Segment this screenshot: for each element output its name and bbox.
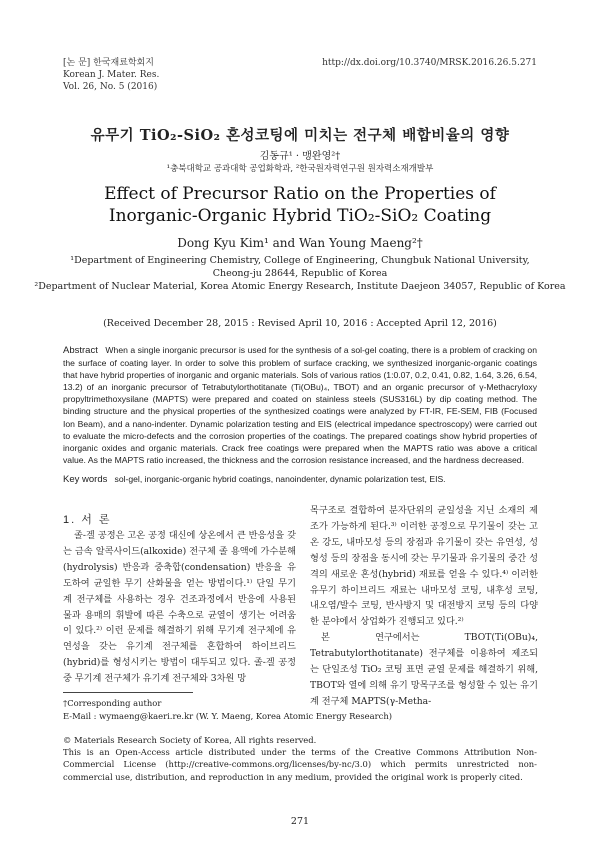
- journal-volume: Vol. 26, No. 5 (2016): [63, 82, 158, 92]
- english-title-line1: Effect of Precursor Ratio on the Properties of: [104, 184, 496, 204]
- corresponding-email: E-Mail : wymaeng@kaeri.re.kr (W. Y. Maeng, Korea Atomic Energy Research): [63, 711, 392, 721]
- page-number: 271: [290, 816, 310, 827]
- journal-name-english: Korean J. Mater. Res.: [63, 70, 160, 80]
- korean-authors: 김동규¹ · 맹완영²†: [259, 151, 341, 162]
- footnote-divider: [63, 692, 193, 693]
- corresponding-author-note: †Corresponding author: [63, 698, 162, 708]
- doi-link[interactable]: http://dx.doi.org/10.3740/MRSK.2016.26.5.271: [322, 58, 537, 68]
- abstract: [63, 344, 537, 466]
- keywords-text: sol-gel, inorganic-organic hybrid coatings, nanoindenter, dynamic polarization test, EIS.: [114, 474, 446, 484]
- intro-paragraph-2: 본 연구에서는 TBOT(Ti(OBu)₄, Tetrabutylorthotitanate) 전구체를 이용하여 제조되는 단일조성 TiO₂ 코팅 표면 균열 문제를 해결하기 위해, TBOT와 열에 의해 유기 망목구조를 형성할 수 있는 유기계 전구체 MAPTS(γ-Metha-: [310, 632, 538, 707]
- body-column-right: [310, 503, 538, 710]
- abstract-text: When a single inorganic precursor is used for the synthesis of a sol-gel coating, there is a problem of cracking on the surface of coating layer. In order to solve this problem of surface cracking, we synthesized inorganic-organic coatings that have hybrid properties of inorganic and organic materials. Sols of various ratios (1:0.07, 0.2, 0.41, 0.82, 1.64, 3.26, 6.54, 13.2) of an inorganic precursor of Tetrabutylorthotitanate (Ti(OBu)₄, TBOT) and an organic precursor of γ-Methacryloxy propyltrimethoxysilane (MAPTS) were prepared and coated on stainless steels (SUS316L) by dip coating method. The binding structure and the physical properties of the synthesized coatings were analyzed by FT-IR, FE-SEM, FIB (Focused Ion Beam), and a nano-indenter. Dynamic polarization testing and EIS (electrical impedance spectroscopy) were carried out to evaluate the micro-defects and the corrosion properties of the coatings. The prepared coatings show hybrid properties of inorganic oxides and organic materials. Crack free coatings were prepared when the MAPTS ratio was above a critical value. As the MAPTS ratio increased, the thickness and the corrosion resistance increased, and the hardness decreased.: [63, 345, 537, 465]
- intro-paragraph-1: 졸-겔 공정은 고온 공정 대신에 상온에서 큰 반응성을 갖는 금속 알콕사이드(alkoxide) 전구체 졸 용액에 가수분해(hydrolysis) 반응과 중축합(condensation) 반응을 유도하여 균일한 무기 산화물을 얻는 방법이다.¹⁾ 단일 무기계 전구체를 사용하는 경우 건조과정에서 반응에 사용된 물과 용매의 휘발에 따른 수축으로 균열이 생기는 어려움이 있다.²⁾ 이런 문제를 해결하기 위해 무기계 전구체에 유연성을 갖는 유기계 전구체를 혼합하여 하이브리드(hybrid)를 형성시키는 방법이 대두되고 있다. 졸-겔 공정 중 무기계 전구체가 유기계 전구체와 3차원 망: [63, 530, 296, 685]
- keywords: [63, 474, 537, 485]
- body-column-left: [63, 528, 296, 687]
- affiliation-1-line2: Cheong-ju 28644, Republic of Korea: [212, 268, 388, 279]
- korean-affiliations: ¹충북대학교 공과대학 공업화학과, ²한국원자력연구원 원자력소재개발부: [166, 164, 434, 174]
- intro-paragraph-1-continued: 목구조로 결합하여 분자단위의 균일성을 지닌 소재의 제조가 가능하게 된다.³⁾ 이러한 공정으로 무기물이 갖는 고온 강도, 내마모성 등의 장점과 유기물이 갖는 유연성, 성형성 등의 장점을 동시에 갖는 무기물과 유기물의 중간 성격의 새로운 혼성(hybrid) 재료를 얻을 수 있다.⁴⁾ 이러한 유무기 하이브리드 재료는 내마모성 코팅, 내후성 코팅, 내오염/발수 코팅, 반사방지 및 대전방지 코팅 등의 다양한 분야에서 상업화가 진행되고 있다.²⁾: [310, 505, 538, 628]
- english-title-line2: Inorganic-Organic Hybrid TiO₂-SiO₂ Coating: [108, 206, 492, 226]
- received-dates: (Received December 28, 2015 : Revised April 10, 2016 : Accepted April 12, 2016): [103, 318, 497, 329]
- affiliation-1-line1: ¹Department of Engineering Chemistry, College of Engineering, Chungbuk National University,: [70, 255, 530, 266]
- section-heading-introduction: 1. 서 론: [63, 514, 112, 526]
- affiliation-2: ²Department of Nuclear Material, Korea Atomic Energy Research, Institute Daejeon 34057, Republic of Korea: [34, 281, 566, 292]
- abstract-label: Abstract: [63, 345, 98, 356]
- license-notice: This is an Open-Access article distributed under the terms of the Creative Commons Attribution Non-Commercial License (http://creative-commons.org/licenses/by-nc/3.0) which permits unrestricted non-commercial use, distribution, and reproduction in any medium, provided the original work is properly cited.: [63, 747, 537, 782]
- journal-name-korean: [논 문] 한국재료학회지: [63, 58, 154, 68]
- korean-title: 유무기 TiO₂-SiO₂ 혼성코팅에 미치는 전구체 배합비율의 영향: [90, 127, 510, 144]
- keywords-label: Key words: [63, 474, 108, 485]
- copyright-notice: © Materials Research Society of Korea, All rights reserved.: [63, 735, 317, 745]
- english-authors: Dong Kyu Kim¹ and Wan Young Maeng²†: [177, 236, 423, 250]
- journal-info: [63, 57, 159, 93]
